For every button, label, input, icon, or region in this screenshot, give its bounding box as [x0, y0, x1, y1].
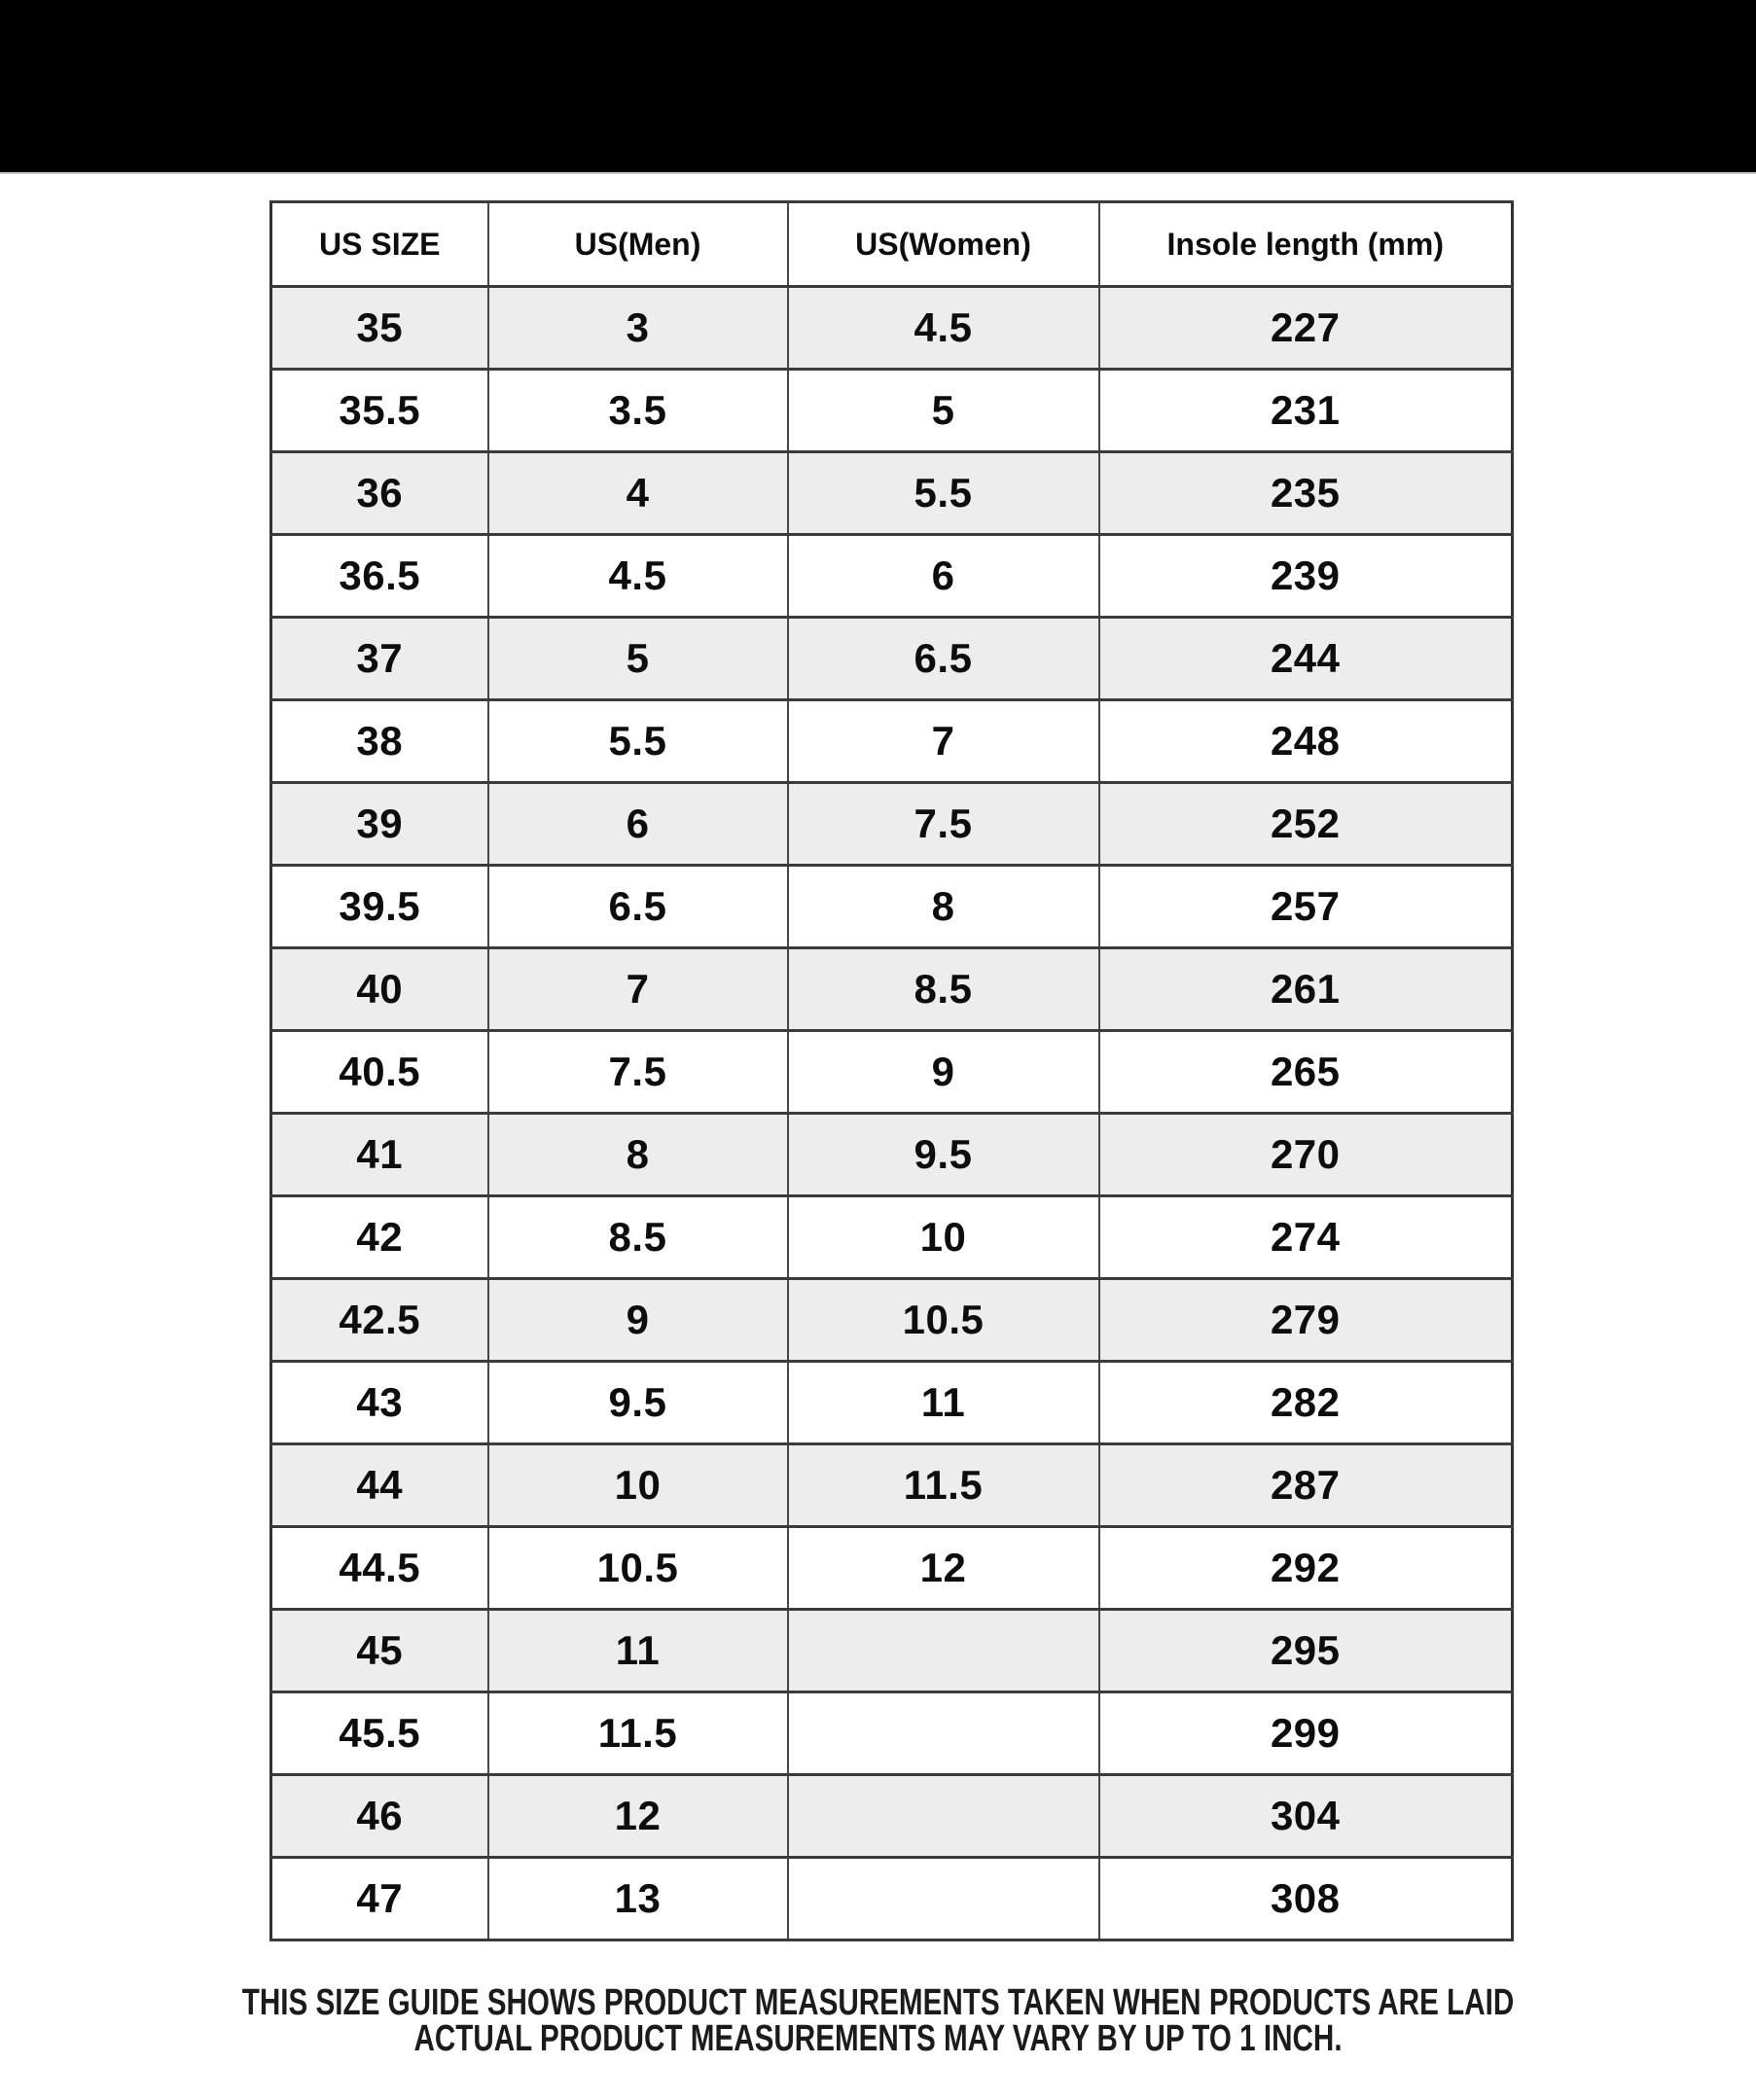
- cell-us-men: 5: [488, 618, 788, 700]
- cell-us-women: 8: [788, 866, 1099, 948]
- cell-us-women: 8.5: [788, 948, 1099, 1031]
- cell-us-size: 39.5: [271, 866, 488, 948]
- cell-us-size: 39: [271, 783, 488, 866]
- cell-us-women: 6: [788, 535, 1099, 618]
- cell-us-size: 44.5: [271, 1527, 488, 1610]
- table-row: [271, 618, 1513, 700]
- cell-us-size: 36: [271, 452, 488, 535]
- cell-us-men: 7.5: [488, 1031, 788, 1114]
- cell-us-men: 5.5: [488, 700, 788, 783]
- table-row: [271, 866, 1513, 948]
- table-row: [271, 1858, 1513, 1940]
- table-row: [271, 1610, 1513, 1692]
- cell-us-men: 8: [488, 1114, 788, 1196]
- cell-us-size: 43: [271, 1362, 488, 1444]
- table-row: [271, 783, 1513, 866]
- cell-us-size: 42.5: [271, 1279, 488, 1362]
- cell-us-size: 46: [271, 1775, 488, 1858]
- cell-insole-length: 308: [1099, 1858, 1513, 1940]
- table-row: [271, 1775, 1513, 1858]
- cell-insole-length: 257: [1099, 866, 1513, 948]
- table-row: [271, 948, 1513, 1031]
- cell-us-women: [788, 1610, 1099, 1692]
- cell-insole-length: 248: [1099, 700, 1513, 783]
- cell-us-size: 44: [271, 1444, 488, 1527]
- size-guide-disclaimer: [0, 1982, 1756, 2059]
- cell-insole-length: 287: [1099, 1444, 1513, 1527]
- cell-us-size: 35: [271, 287, 488, 370]
- cell-insole-length: 304: [1099, 1775, 1513, 1858]
- cell-us-men: 12: [488, 1775, 788, 1858]
- cell-insole-length: 227: [1099, 287, 1513, 370]
- column-header-insole-length: Insole length (mm): [1099, 202, 1513, 287]
- table-row: [271, 452, 1513, 535]
- header-row: [271, 202, 1513, 287]
- size-table-body: [271, 287, 1513, 1940]
- cell-us-men: 10.5: [488, 1527, 788, 1610]
- table-row: [271, 700, 1513, 783]
- cell-insole-length: 244: [1099, 618, 1513, 700]
- cell-us-women: [788, 1692, 1099, 1775]
- cell-insole-length: 282: [1099, 1362, 1513, 1444]
- cell-us-size: 45.5: [271, 1692, 488, 1775]
- cell-us-men: 4: [488, 452, 788, 535]
- cell-us-size: 35.5: [271, 370, 488, 452]
- cell-us-size: 40: [271, 948, 488, 1031]
- cell-insole-length: 235: [1099, 452, 1513, 535]
- cell-us-women: 7: [788, 700, 1099, 783]
- cell-us-women: 7.5: [788, 783, 1099, 866]
- cell-us-men: 6: [488, 783, 788, 866]
- cell-insole-length: 261: [1099, 948, 1513, 1031]
- table-row: [271, 535, 1513, 618]
- cell-us-men: 3: [488, 287, 788, 370]
- cell-us-women: [788, 1858, 1099, 1940]
- disclaimer-line-2: ACTUAL PRODUCT MEASUREMENTS MAY VARY BY UP TO 1 INCH.: [413, 2018, 1343, 2059]
- cell-us-size: 36.5: [271, 535, 488, 618]
- cell-us-men: 9: [488, 1279, 788, 1362]
- cell-us-men: 7: [488, 948, 788, 1031]
- table-row: [271, 1444, 1513, 1527]
- cell-us-women: 5: [788, 370, 1099, 452]
- cell-us-men: 10: [488, 1444, 788, 1527]
- cell-insole-length: 239: [1099, 535, 1513, 618]
- cell-insole-length: 299: [1099, 1692, 1513, 1775]
- column-header-us-women: US(Women): [788, 202, 1099, 287]
- cell-us-size: 40.5: [271, 1031, 488, 1114]
- table-row: [271, 370, 1513, 452]
- cell-us-women: 12: [788, 1527, 1099, 1610]
- table-row: [271, 287, 1513, 370]
- cell-us-men: 3.5: [488, 370, 788, 452]
- column-header-us-size: US SIZE: [271, 202, 488, 287]
- table-row: [271, 1279, 1513, 1362]
- cell-us-women: 10: [788, 1196, 1099, 1279]
- cell-insole-length: 295: [1099, 1610, 1513, 1692]
- top-black-banner: [0, 0, 1756, 174]
- size-chart-table: [269, 200, 1514, 1941]
- cell-us-women: [788, 1775, 1099, 1858]
- cell-us-women: 6.5: [788, 618, 1099, 700]
- cell-us-men: 8.5: [488, 1196, 788, 1279]
- cell-insole-length: 252: [1099, 783, 1513, 866]
- cell-us-women: 11: [788, 1362, 1099, 1444]
- cell-us-men: 4.5: [488, 535, 788, 618]
- table-row: [271, 1527, 1513, 1610]
- cell-us-size: 38: [271, 700, 488, 783]
- cell-us-women: 11.5: [788, 1444, 1099, 1527]
- cell-us-women: 9.5: [788, 1114, 1099, 1196]
- cell-us-women: 9: [788, 1031, 1099, 1114]
- table-row: [271, 1362, 1513, 1444]
- cell-us-men: 9.5: [488, 1362, 788, 1444]
- cell-insole-length: 265: [1099, 1031, 1513, 1114]
- cell-us-men: 13: [488, 1858, 788, 1940]
- table-row: [271, 1196, 1513, 1279]
- cell-insole-length: 231: [1099, 370, 1513, 452]
- cell-insole-length: 274: [1099, 1196, 1513, 1279]
- size-table-header: [271, 202, 1513, 287]
- cell-us-men: 6.5: [488, 866, 788, 948]
- table-row: [271, 1114, 1513, 1196]
- cell-us-women: 10.5: [788, 1279, 1099, 1362]
- cell-us-men: 11: [488, 1610, 788, 1692]
- cell-us-size: 42: [271, 1196, 488, 1279]
- cell-us-men: 11.5: [488, 1692, 788, 1775]
- cell-us-size: 45: [271, 1610, 488, 1692]
- disclaimer-line-1: THIS SIZE GUIDE SHOWS PRODUCT MEASUREMENTS TAKEN WHEN PRODUCTS ARE LAID: [241, 1982, 1515, 2023]
- cell-insole-length: 279: [1099, 1279, 1513, 1362]
- cell-us-size: 47: [271, 1858, 488, 1940]
- column-header-us-men: US(Men): [488, 202, 788, 287]
- cell-insole-length: 270: [1099, 1114, 1513, 1196]
- cell-insole-length: 292: [1099, 1527, 1513, 1610]
- cell-us-size: 41: [271, 1114, 488, 1196]
- table-row: [271, 1692, 1513, 1775]
- cell-us-women: 5.5: [788, 452, 1099, 535]
- cell-us-size: 37: [271, 618, 488, 700]
- table-row: [271, 1031, 1513, 1114]
- cell-us-women: 4.5: [788, 287, 1099, 370]
